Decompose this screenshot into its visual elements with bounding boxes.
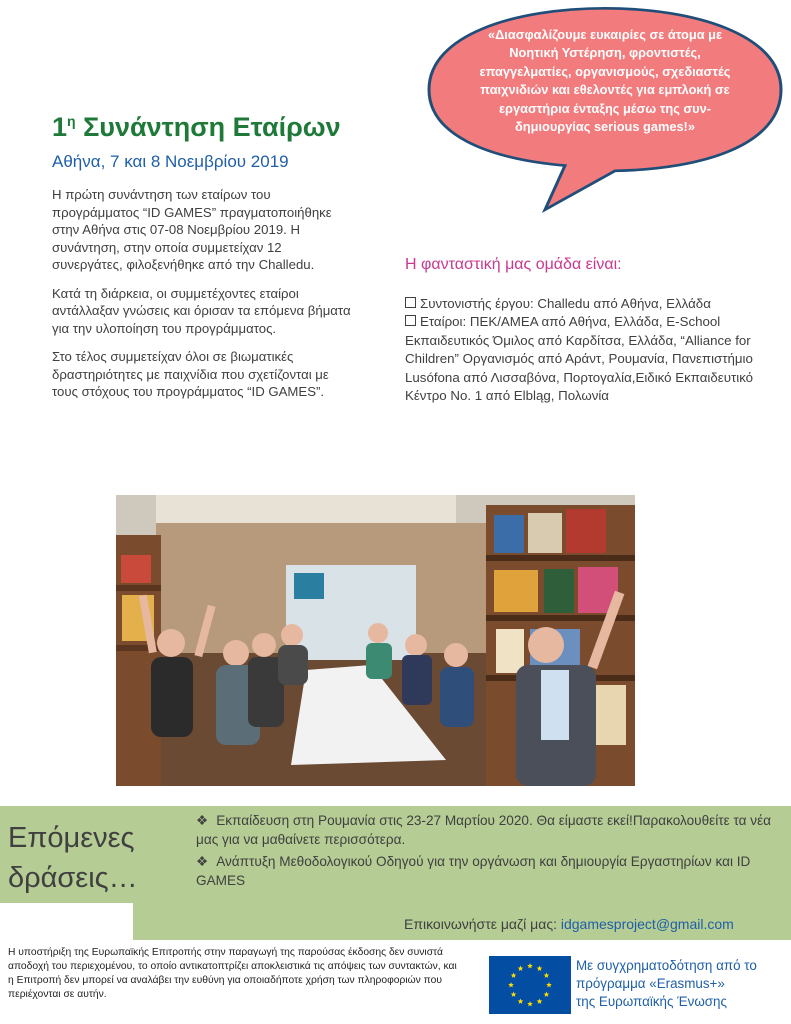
intro-paragraph: Κατά τη διάρκεια, οι συμμετέχοντες εταίροι αντάλλαξαν γνώσεις και όρισαν τα επόμενα βήματα για την υλοποίηση του προγράμματος. [52,285,351,336]
contact-line: Επικοινωνήστε μαζί μας: idgamesproject@gmail.com [404,916,734,932]
group-photo [116,495,635,786]
checkbox-icon [405,297,416,308]
next-actions-list [196,812,780,894]
bubble-quote: «Διασφαλίζουμε ευκαιρίες σε άτομα με Νοητική Υστέρηση, φροντιστές, επαγγελματίες, οργανισμούς, σχεδιαστές παιχνιδιών και εθελοντές για εμπλοκή σε εργαστήρια ένταξης μέσω της συν-δημιουργίας serious games!» [479,27,731,135]
diamond-bullet-icon: ❖ [196,854,209,869]
team-heading: Η φανταστική μας ομάδα είναι: [405,256,622,273]
eu-disclaimer: Η υποστήριξη της Ευρωπαϊκής Επιτροπής στην παραγωγή της παρούσας έκδοσης δεν συνιστά αποδοχή του περιεχομένου, το οποίο αντικατοπτρίζει αποκλειστικά τις απόψεις των συντακτών, και η Επιτροπή δεν μπορεί να αναλάβει την ευθύνη για οποιαδήποτε χρήση των πληροφοριών που περιέχονται σε αυτήν. [8,947,457,1000]
team-item: Εταίροι: ΠΕΚ/ΑΜΕΑ από Αθήνα, Ελλάδα, E-School Εκπαιδευτικός Όμιλος από Καρδίτσα, Ελλάδα, “Alliance for Children” Οργανισμός από Αράντ, Ρουμανία, Πανεπιστήμιο Lusófona από Λισσαβόνα, Πορτογαλία,Ειδικό Εκπαιδευτικό Κέντρο No. 1 από Elbląg, Πολωνία [405,314,754,404]
page-title: $1^\eta$ Συνάντηση Εταίρων [52,112,341,142]
checkbox-icon [405,315,416,326]
diamond-bullet-icon: ❖ [196,813,209,828]
meeting-date-location: Αθήνα, 7 και 8 Νοεμβρίου 2019 [52,152,289,171]
next-actions-title: Επόμενες δράσεις… [8,822,138,894]
intro-paragraph: Στο τέλος συμμετείχαν όλοι σε βιωματικές δραστηριότητες με παιχνίδια που σχετίζονται με τους στόχους του προγράμματος “ID GAMES”. [52,349,329,399]
contact-email-link[interactable]: idgamesproject@gmail.com [560,916,734,932]
eu-flag-icon [489,956,571,1014]
team-item: Συντονιστής έργου: Challedu από Αθήνα, Ελλάδα [405,295,765,313]
intro-text [52,186,352,412]
eu-funding-text: Με συγχρηματοδότηση από το πρόγραμμα «Erasmus+» της Ευρωπαϊκής Ένωσης [576,958,757,1009]
team-list [405,295,765,405]
intro-paragraph: Η πρώτη συνάντηση των εταίρων του προγράμματος “ID GAMES” πραγματοποιήθηκε στην Αθήνα στις 07-08 Νοεμβρίου 2019. Η συνάντηση, στην οποία συμμετείχαν 12 συνεργάτες, φιλοξενήθηκε από την Challedu. [52,187,332,272]
next-action-item: ❖ Ανάπτυξη Μεθοδολογικού Οδηγού για την οργάνωση και δημιουργία Εργαστηρίων και ID GAMES [196,854,751,888]
next-action-item: ❖ Εκπαίδευση στη Ρουμανία στις 23-27 Μαρτίου 2020. Θα είμαστε εκεί!Παρακολουθείτε τα νέα μας για να μαθαίνετε περισσότερα. [196,813,771,847]
